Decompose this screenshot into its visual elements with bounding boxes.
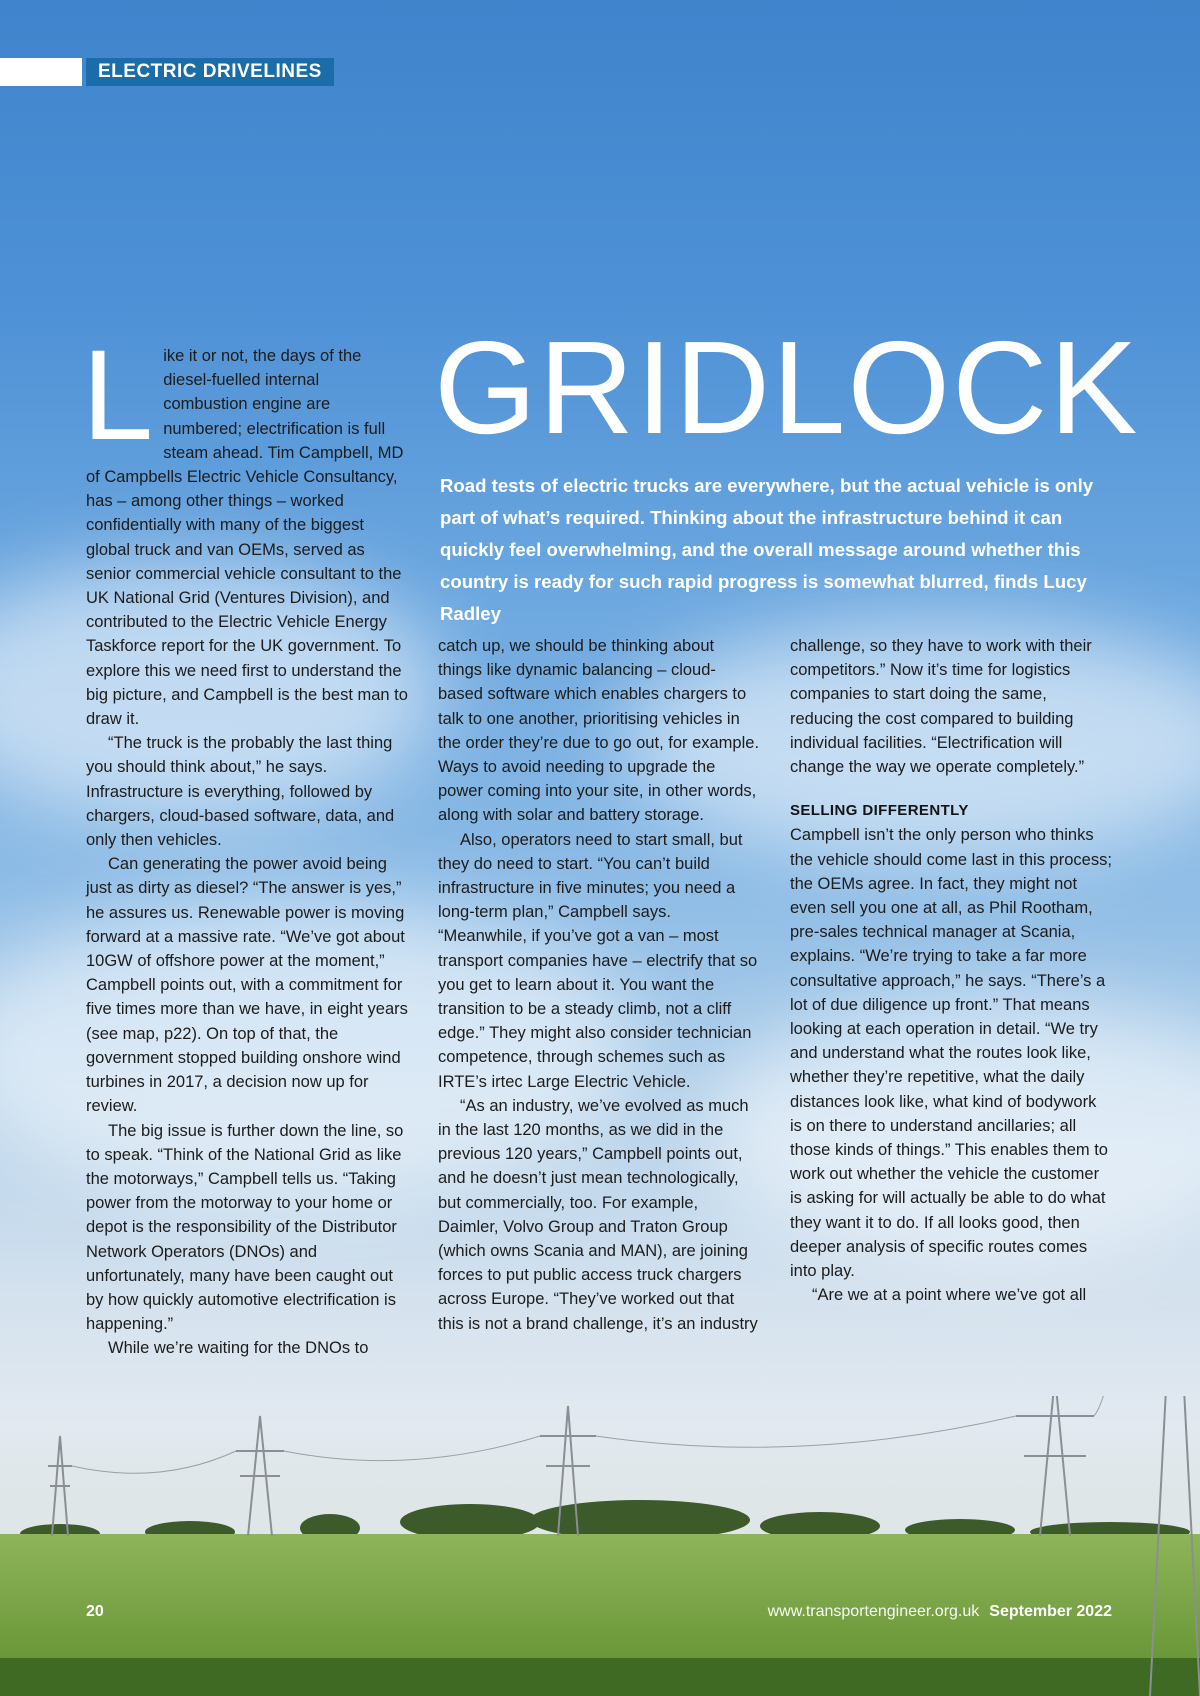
landscape-illustration: [0, 1396, 1200, 1696]
article-column-1: [82, 324, 408, 1361]
headline: GRIDLOCK: [434, 314, 1140, 461]
paragraph: The big issue is further down the line, so to speak. “Think of the National Grid as like the motorways,” Campbell tells us. “Taking power from the motorway to your home or depot is the responsibility of the Distributor Network Operators (DNOs) and unfortunately, many have been caught out by how quickly automotive electrification is happening.”: [86, 1121, 404, 1334]
section-tab-bar: [0, 58, 82, 86]
footer-date: September 2022: [989, 1603, 1112, 1620]
power-lines: [72, 1396, 1120, 1473]
crop-rows: [0, 1658, 1200, 1696]
article-column-2: [438, 634, 760, 1336]
article-column-3: [790, 634, 1112, 1307]
footer-publication: [768, 1603, 1112, 1621]
paragraph: “As an industry, we’ve evolved as much in the last 120 months, as we did in the previous 120 years,” Campbell points out, and he doesn’t just mean technologically, but commercially, too. For example, Daimler, Volvo Group and Traton Group (which owns Scania and MAN), are joining forces to put public access truck chargers across Europe. “They’ve worked out that this is not a brand challenge, it’s an industry: [438, 1096, 758, 1333]
paragraph: “Are we at a point where we’ve got all: [812, 1286, 1087, 1305]
paragraph: Like it or not, the days of the diesel-fuelled internal combustion engine are numbered; electrification is full steam ahead. Tim Campbell, MD of Campbells Electric Vehicle Consultancy, has – among other things – worked confidentially with many of the biggest global truck and van OEMs, served as senior commercial vehicle consultant to the UK National Grid (Ventures Division), and contributed to the Electric Vehicle Energy Taskforce report for the UK government. To explore this we need first to understand the big picture, and Campbell is the best man to draw it.: [82, 324, 408, 729]
standfirst: Road tests of electric trucks are everywhere, but the actual vehicle is only part of what’s required. Thinking about the infrastructure behind it can quickly feel overwhelming, and the overall message around whether this country is ready for such rapid progress is somewhat blurred, finds Lucy Radley: [440, 475, 1094, 624]
paragraph: “The truck is the probably the last thing you should think about,” he says. Infrastructure is everything, followed by chargers, cloud-based software, data, and only then vehicles.: [86, 734, 395, 850]
paragraph: While we’re waiting for the DNOs to: [108, 1339, 369, 1358]
paragraph: Also, operators need to start small, but they do need to start. “You can’t build infrastructure in five minutes; you need a long-term plan,” Campbell says. “Meanwhile, if you’ve got a van – most transport companies have – electrify that so you get to learn about it. You want the transition to be a steady climb, not a cliff edge.” They might also consider technician competence, through schemes such as IRTE’s irtec Large Electric Vehicle.: [438, 830, 758, 1091]
subheading: SELLING DIFFERENTLY: [790, 802, 969, 820]
section-label: ELECTRIC DRIVELINES: [86, 58, 334, 86]
paragraph: challenge, so they have to work with their competitors.” Now it’s time for logistics companies to start doing the same, reducing the cost compared to building individual facilities. “Electrification will change the way we operate completely.”: [790, 637, 1092, 777]
page-number: 20: [86, 1603, 104, 1620]
footer-url[interactable]: www.transportengineer.org.uk: [767, 1603, 980, 1620]
paragraph: Can generating the power avoid being just as dirty as diesel? “The answer is yes,” he assures us. Renewable power is moving forward at a massive rate. “We’ve got about 10GW of offshore power at the moment,” Campbell points out, with a commitment for five times more than we have, in eight years (see map, p22). On top of that, the government stopped building onshore wind turbines in 2017, a decision now up for review.: [86, 855, 408, 1116]
drop-cap: L: [82, 324, 154, 467]
paragraph: catch up, we should be thinking about things like dynamic balancing – cloud-based software which enables chargers to talk to one another, prioritising vehicles in the order they’re due to go out, for example. Ways to avoid needing to upgrade the power coming into your site, in other words, along with solar and battery storage.: [438, 637, 760, 825]
paragraph: Campbell isn’t the only person who thinks the vehicle should come last in this process; the OEMs agree. In fact, they might not even sell you one at all, as Phil Rootham, pre-sales technical manager at Scania, explains. “We’re trying to take a far more consultative approach,” he says. “There’s a lot of due diligence up front.” That means looking at each operation in detail. “We try and understand what the routes look like, whether they’re repetitive, what the daily distances look like, what kind of bodywork is on there to understand ancillaries; all those kinds of things.” This enables them to work out whether the vehicle the customer is asking for will actually be able to do what they want it to do. If all looks good, then deeper analysis of specific routes comes into play.: [790, 826, 1112, 1281]
